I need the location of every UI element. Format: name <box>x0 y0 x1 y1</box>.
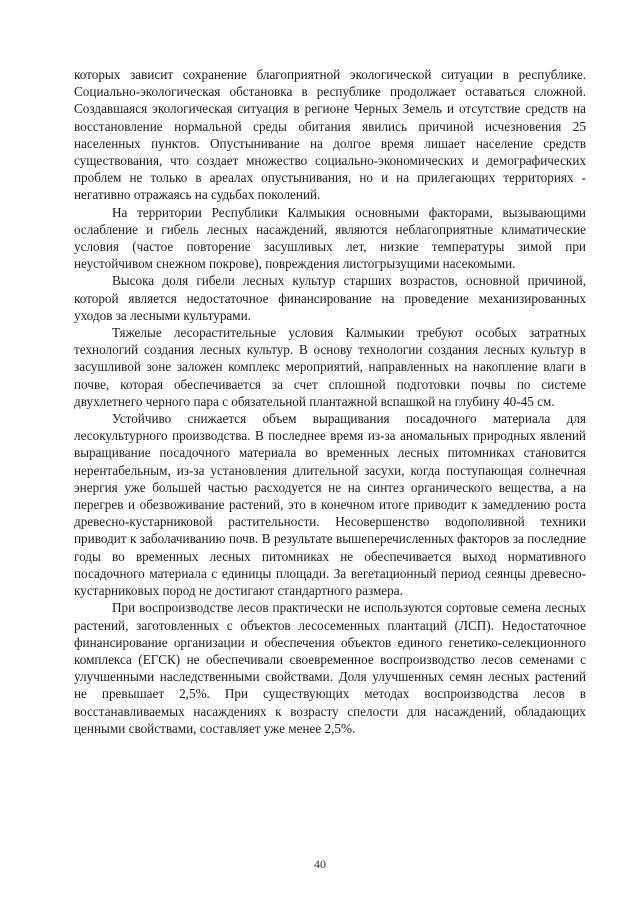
paragraph-3: Высока доля гибели лесных культур старших возрастов, основной причиной, которой является недостаточное финансирование на проведение механизированных уходов за лесными культурами. <box>74 273 586 323</box>
paragraph-5: Устойчиво снижается объем выращивания посадочного материала для лесокультурного производства. В последнее время из-за аномальных природных явлений выращивание посадочного материала во временных лесных питомниках становится нерентабельным, из-за установления длительной засухи, когда поступающая солнечная энергия уже большей частью расходуется не на синтез органического вещества, а на перегрев и обезвоживание растений, это в конечном итоге приводит к замедлению роста древесно-кустарниковой растительности. Несовершенство водополивной техники приводит к заболачиванию почв. В результате вышеперечисленных факторов за последние годы во временных лесных питомниках не обеспечивается выход нормативного посадочного материала с единицы площади. За вегетационный период сеянцы древесно-кустарниковых пород не достигают стандартного размера. <box>74 411 586 599</box>
document-page <box>74 66 586 737</box>
paragraph-2: На территории Республики Калмыкия основными факторами, вызывающими ослабление и гибель лесных насаждений, являются неблагоприятные климатические условия (частое повторение засушливых лет, низкие температуры зимой при неустойчивом снежном покрове), повреждения листогрызущими насекомыми. <box>74 204 586 272</box>
paragraph-4: Тяжелые лесорастительные условия Калмыкии требуют особых затратных технологий создания лесных культур. В основу технологии создания лесных культур в засушливой зоне заложен комплекс мероприятий, направленных на накопление влаги в почве, которая обеспечивается за счет сплошной подготовки почвы по системе двухлетнего черного пара с обязательной плантажной вспашкой на глубину 40-45 см. <box>74 325 586 409</box>
paragraph-1: которых зависит сохранение благоприятной экологической ситуации в республике. Социально-экологическая обстановка в республике продолжает оставаться сложной. Создавшаяся экологическая ситуация в регионе Черных Земель и отсутствие средств на восстановление нормальной среды обитания явились причиной исчезновения 25 населенных пунктов. Опустынивание на долгое время лишает население средств существования, что создает множество социально-экономических и демографических проблем не только в ареалах опустынивания, но и на прилегающих территориях - негативно отражаясь на судьбах поколений. <box>74 67 586 203</box>
paragraph-6: При воспроизводстве лесов практически не используются сортовые семена лесных растений, заготовленных с объектов лесосеменных плантаций (ЛСП). Недостаточное финансирование организации и обеспечения объектов единого генетико-селекционного комплекса (ЕГСК) не обеспечивали своевременное воспроизводство лесов семенами с улучшенными наследственными свойствами. Доля улучшенных семян лесных растений не превышает 2,5%. При существующих методах воспроизводства лесов в восстанавливаемых насаждениях к возрасту спелости для насаждений, обладающих ценными свойствами, составляет уже менее 2,5%. <box>74 600 586 736</box>
page-number: 40 <box>314 857 326 871</box>
